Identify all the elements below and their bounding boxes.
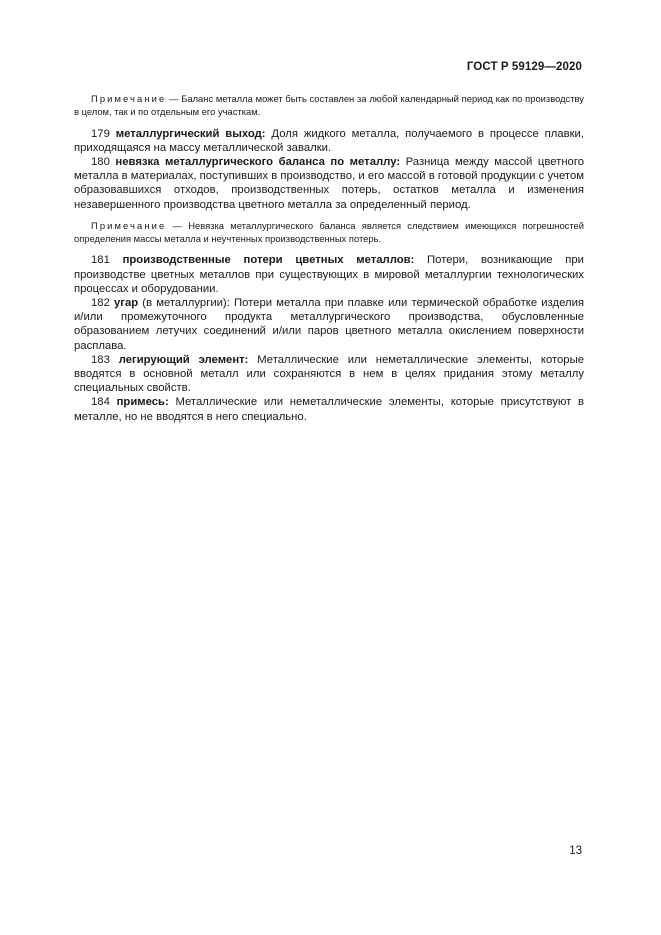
term-name: производственные потери цветных металлов:: [122, 254, 415, 267]
term-definition: Металлические или неметаллические элементы, которые присутствуют в металле, но не вводятся в него специально.: [74, 396, 584, 423]
term-entry-184: [74, 395, 584, 423]
term-name: примесь:: [116, 396, 169, 409]
term-name: невязка металлургического баланса по металлу:: [115, 156, 401, 168]
term-name: угар: [114, 297, 139, 310]
note-text: — Баланс металла может быть составлен за любой календарный период как по производству в целом, так и по отдельным его участкам.: [74, 93, 584, 117]
term-entry-180: [74, 155, 584, 212]
term-number: 183: [91, 353, 110, 366]
term-entry-182: [74, 296, 584, 353]
note-label: Примечание: [91, 93, 167, 104]
term-number: 179: [91, 127, 110, 140]
term-name: металлургический выход:: [115, 127, 266, 140]
term-number: 181: [91, 254, 110, 267]
document-body: [74, 93, 584, 424]
term-entry-179: [74, 127, 584, 155]
term-name: легирующий элемент:: [118, 353, 249, 366]
term-number: 184: [91, 396, 110, 409]
standard-designation: ГОСТ Р 59129—2020: [466, 61, 582, 73]
term-definition: Потери, возникающие при производстве цветных металлов при существующих в мировой металлургии технологических процессах и оборудовании.: [74, 254, 584, 295]
term-number: 182: [91, 297, 110, 310]
term-definition: Разница между массой цветного металла в материалах, поступивших в производство, и его массой в готовой продукции с учетом образовавшихся отходов, производственных потерь, остатков металла и изменения незавершенного производства цветного металла за определенный период.: [74, 156, 584, 211]
note-balance-discrepancy: [74, 220, 584, 246]
page-number: 13: [569, 845, 582, 857]
term-entry-183: [74, 353, 584, 396]
term-definition: (в металлургии): Потери металла при плавке или термической обработке изделия и/или промежуточного продукта металлургического производства, обусловленные образованием летучих соединений и/или паров цветного металла окислением поверхности расплава.: [74, 297, 584, 352]
note-label: Примечание: [91, 219, 167, 231]
note-balance-period: [74, 93, 584, 119]
term-definition: Доля жидкого металла, получаемого в процессе плавки, приходящаяся на массу металлической завалки.: [74, 127, 584, 154]
term-number: 180: [91, 156, 110, 168]
note-text: — Невязка металлургического баланса является следствием имеющихся погрешностей определения массы металла и неучтенных производственных потерь.: [74, 219, 584, 244]
term-entry-181: [74, 253, 584, 296]
term-definition: Металлические или неметаллические элементы, которые вводятся в основной металл или сохраняются в нем в целях придания этому металлу специальных свойств.: [74, 353, 584, 395]
